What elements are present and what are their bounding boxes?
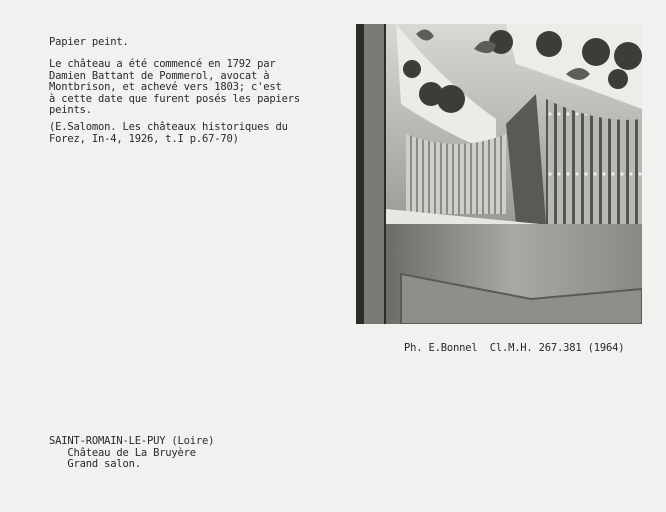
description-line: à cette date que furent posés les papiers: [49, 92, 300, 105]
reference-line: (E.Salomon. Les châteaux historiques du: [49, 121, 288, 133]
draped-swag-right: [546, 99, 642, 239]
location-block: [49, 436, 214, 471]
location-line: SAINT-ROMAIN-LE-PUY (Loire): [49, 435, 215, 447]
wallpaper-photograph: [356, 24, 642, 324]
description-line: Montbrison, et achevé vers 1803; c'est: [49, 81, 282, 93]
card-title: Papier peint.: [49, 36, 129, 48]
description-line: Le château a été commencé en 1792 par: [49, 58, 276, 70]
description-paragraph: [49, 59, 300, 117]
location-line: Château de La Bruyère: [49, 446, 196, 459]
description-line: peints.: [49, 104, 92, 116]
door-jamb: [364, 24, 384, 324]
photo-credit: Ph. E.Bonnel Cl.M.H. 267.381 (1964): [404, 342, 625, 354]
description-line: Damien Battant de Pommerol, avocat à: [49, 69, 270, 82]
reference-paragraph: [49, 122, 288, 145]
draped-swag-left: [406, 134, 506, 214]
reference-line: Forez, In-4, 1926, t.I p.67-70): [49, 132, 239, 145]
location-line: Grand salon.: [49, 458, 141, 470]
photo-illustration: [356, 24, 642, 324]
